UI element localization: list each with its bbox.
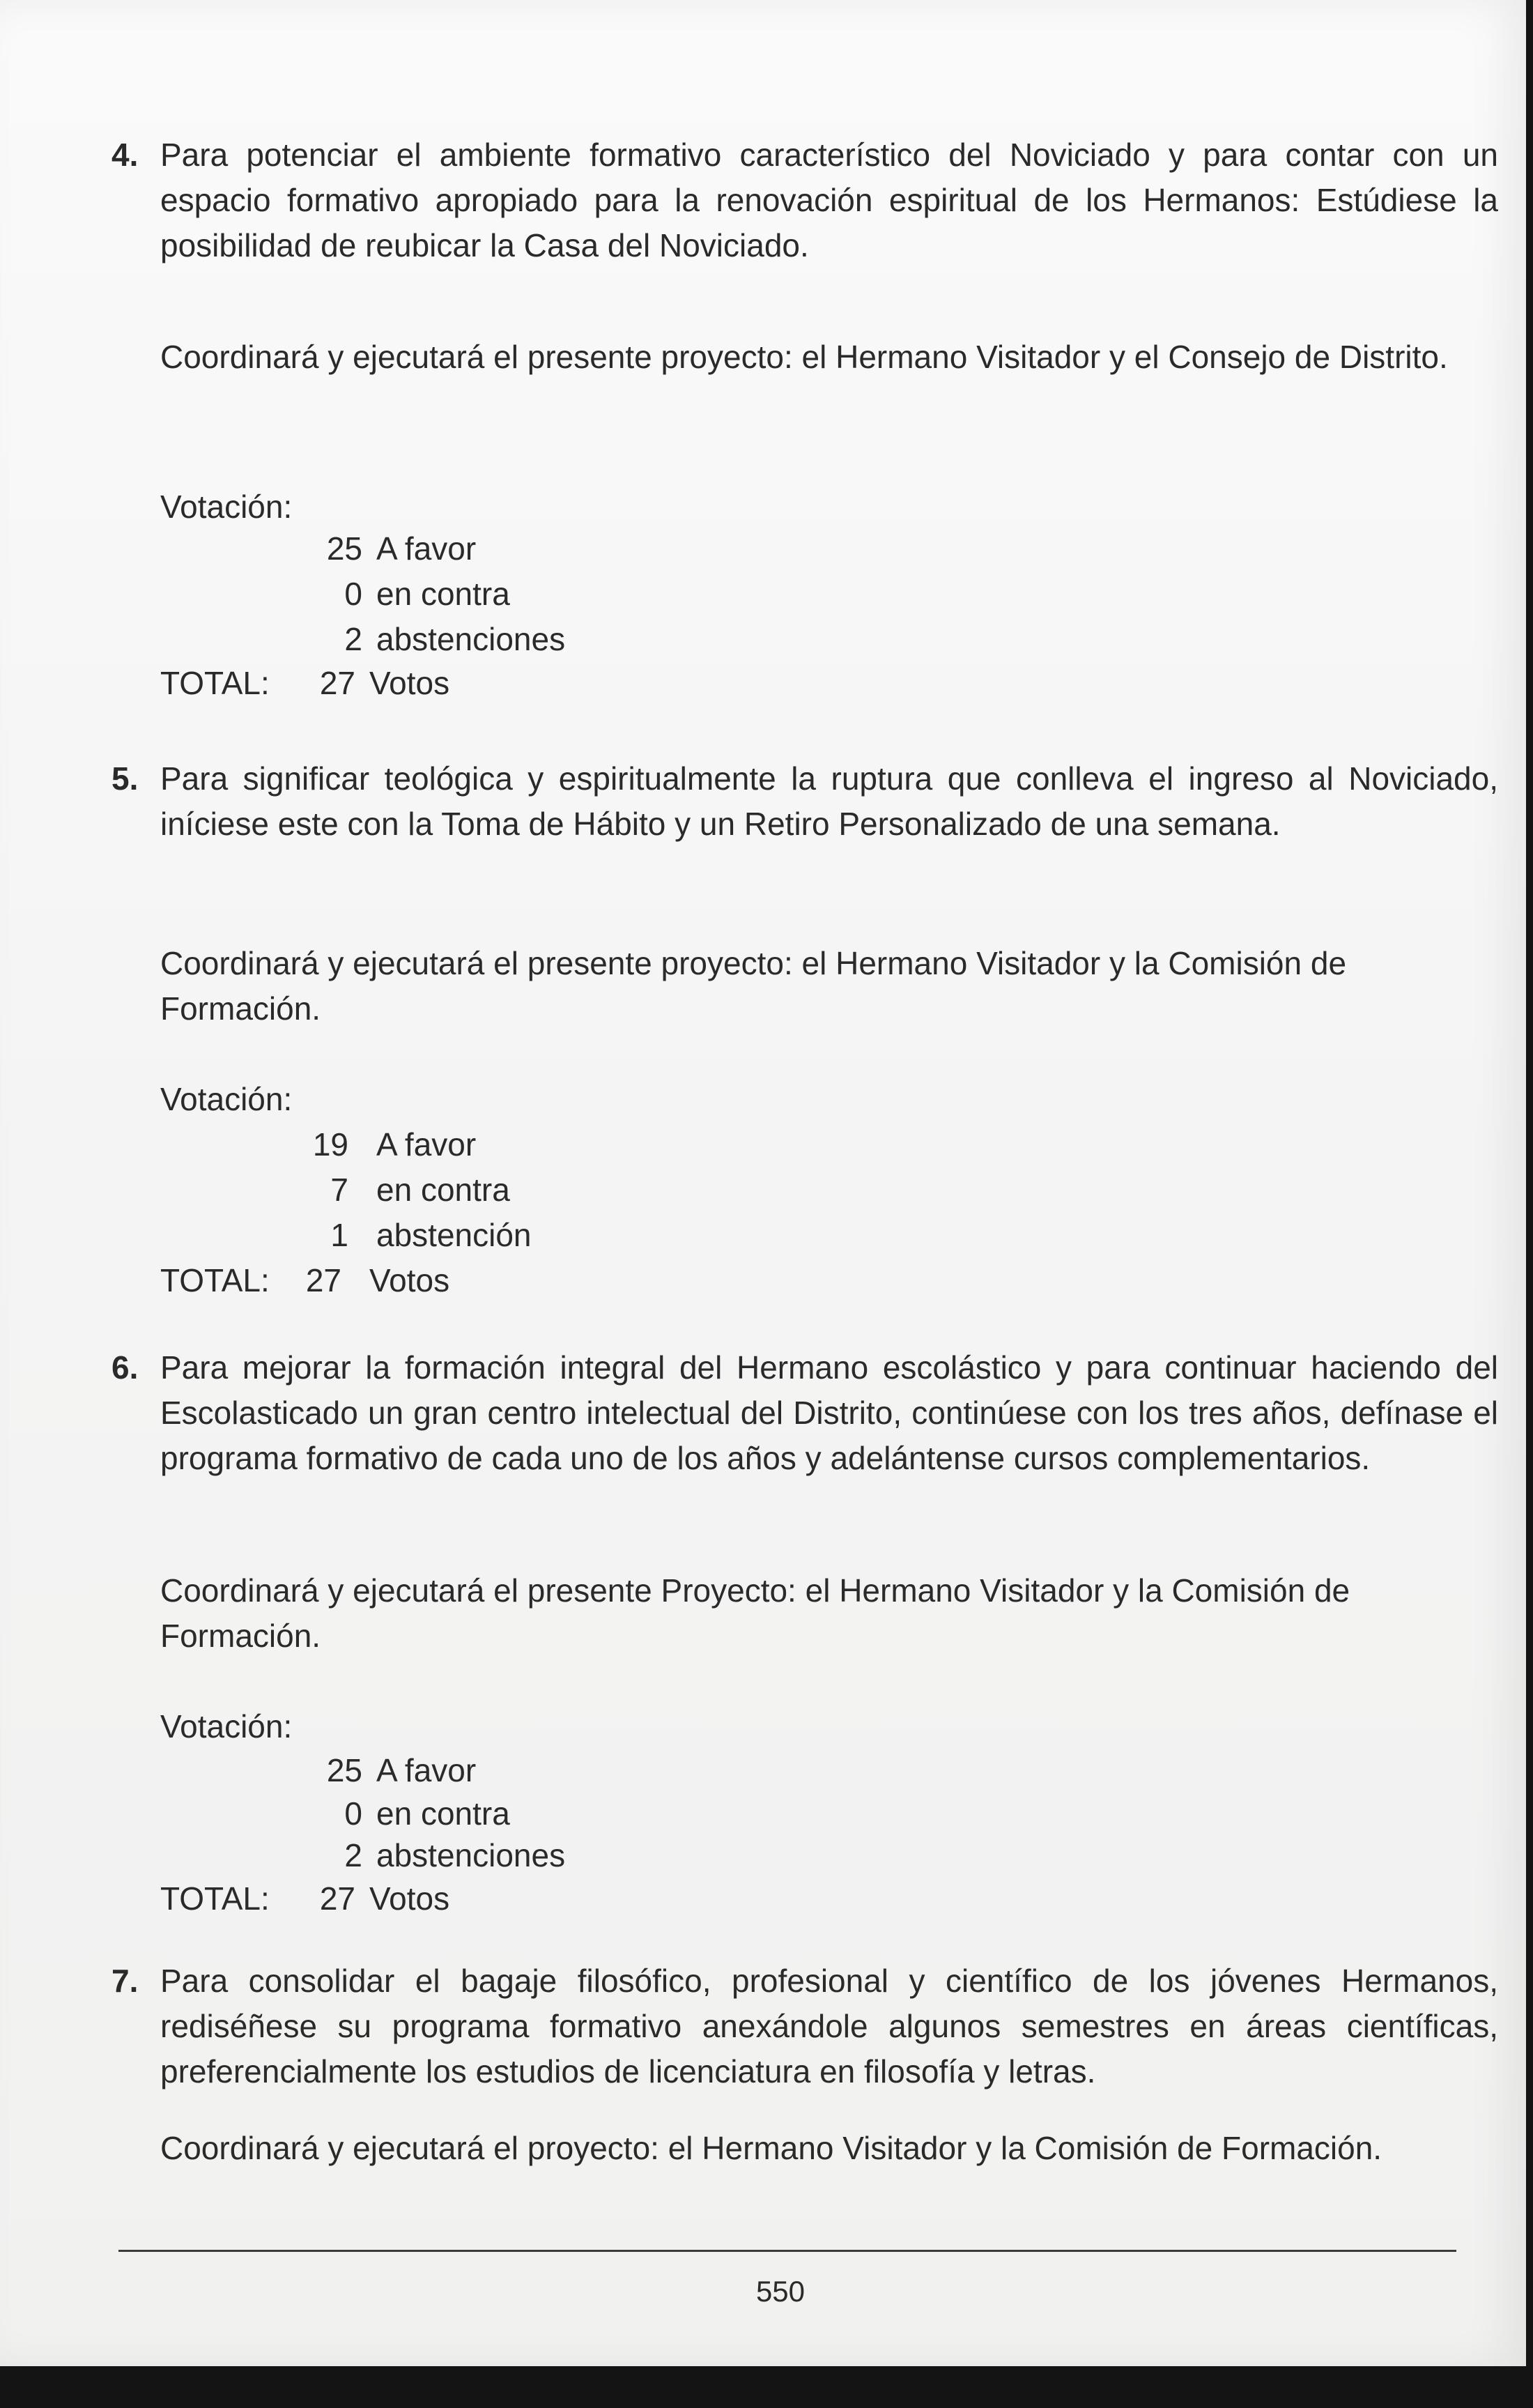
vote-count: 2 (344, 621, 362, 657)
vote-type: A favor (376, 530, 477, 567)
item-text: Para significar teológica y espiritualmente la ruptura que conlleva el ingreso al Noviciado, iníciese este con la Toma de Hábito y un Retiro Personalizado de una semana. (160, 760, 1498, 842)
coordination-text: Coordinará y ejecutará el proyecto: el Hermano Visitador y la Comisión de Formación. (160, 2130, 1382, 2166)
page-number: 550 (755, 2275, 806, 2308)
total-label: TOTAL: (160, 1262, 270, 1298)
vote-total (160, 1258, 450, 1303)
vote-type: abstenciones (376, 1837, 566, 1873)
vote-type: abstenciones (376, 621, 566, 657)
total-count: 27 (319, 665, 355, 701)
item-number: 4. (111, 137, 139, 173)
total-count: 27 (305, 1262, 341, 1298)
item-text: Para mejorar la formación integral del Hermano escolástico y para continuar haciendo del Escolasticado un gran centro intelectual del Distrito, continúese con los tres años, defínase el programa formativo de cada uno de los años y adelántense cursos complementarios. (160, 1349, 1498, 1476)
total-count: 27 (319, 1880, 355, 1917)
total-unit: Votos (369, 1262, 450, 1298)
coordination-text: Coordinará y ejecutará el presente proyecto: el Hermano Visitador y el Consejo de Distrito. (160, 339, 1448, 375)
vote-type: en contra (376, 1795, 510, 1832)
vote-count: 25 (326, 530, 362, 567)
vote-label: Votación: (160, 1081, 293, 1117)
item-text: Para potenciar el ambiente formativo característico del Noviciado y para contar con un espacio formativo apropiado para la renovación espiritual de los Hermanos: Estúdiese la posibilidad de reubicar la Casa del Noviciado. (160, 137, 1498, 263)
vote-count: 1 (330, 1217, 348, 1253)
vote-count: 0 (344, 576, 362, 612)
vote-type: abstención (376, 1217, 532, 1253)
item-number: 6. (111, 1349, 139, 1386)
vote-label: Votación: (160, 1708, 293, 1744)
total-label: TOTAL: (160, 1880, 270, 1917)
vote-type: en contra (376, 1172, 510, 1208)
item-number: 7. (111, 1963, 139, 1999)
vote-total (160, 1876, 450, 1922)
vote-count: 7 (330, 1172, 348, 1208)
vote-label: Votación: (160, 489, 293, 525)
item-number: 5. (111, 760, 139, 797)
vote-count: 25 (326, 1752, 362, 1788)
item-text: Para consolidar el bagaje filosófico, profesional y científico de los jóvenes Hermanos, rediséñese su programa formativo anexándole algunos semestres en áreas científicas, preferencialmente los estudios de licenciatura en filosofía y letras. (160, 1963, 1498, 2089)
vote-type: A favor (376, 1126, 477, 1163)
vote-count: 0 (344, 1795, 362, 1832)
coordination-text: Coordinará y ejecutará el presente proyecto: el Hermano Visitador y la Comisión de Formación. (160, 945, 1347, 1027)
coordination-text: Coordinará y ejecutará el presente Proyecto: el Hermano Visitador y la Comisión de Formación. (160, 1572, 1350, 1654)
vote-total (160, 661, 450, 706)
vote-type: en contra (376, 576, 510, 612)
footer-rule (118, 2250, 1456, 2252)
vote-type: A favor (376, 1752, 477, 1788)
total-unit: Votos (369, 665, 450, 701)
total-unit: Votos (369, 1880, 450, 1917)
vote-count: 2 (344, 1837, 362, 1873)
total-label: TOTAL: (160, 665, 270, 701)
vote-count: 19 (312, 1126, 348, 1163)
